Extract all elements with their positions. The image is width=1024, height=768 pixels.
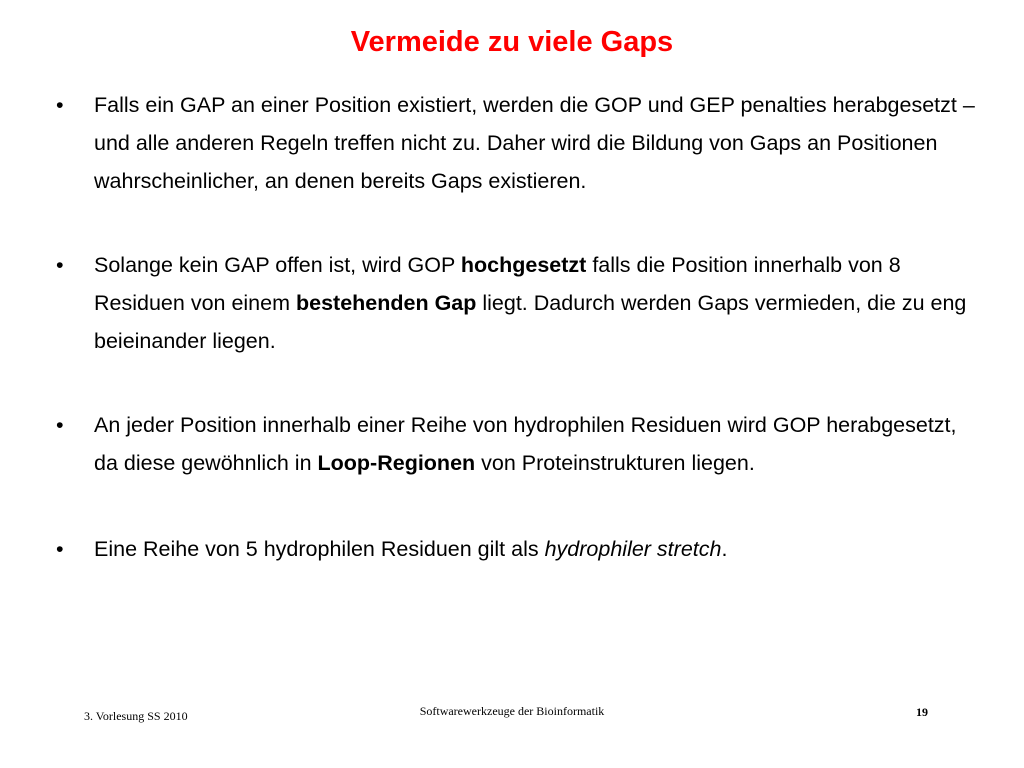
- bullet-marker: •: [56, 93, 64, 117]
- bullet-text: Falls ein GAP an einer Position existiert, werden die GOP und GEP penalties herabgesetzt – und alle anderen Regeln treffen nicht zu. Daher wird die Bildung von Gaps an Positionen wahrscheinlicher, an denen bereits Gaps existieren.: [94, 93, 975, 193]
- bullet-text: An jeder Position innerhalb einer Reihe von hydrophilen Residuen wird GOP herabgesetzt, da diese gewöhnlich in: [94, 413, 957, 475]
- slide-title: Vermeide zu viele Gaps: [350, 26, 674, 58]
- bullet-list: [56, 86, 976, 568]
- bullet-item-hydrophilic-residues: [56, 406, 976, 482]
- footer-page-number: 19: [916, 705, 928, 719]
- footer-course-title: Softwarewerkzeuge der Bioinformatik: [419, 704, 605, 718]
- bullet-text: Solange kein GAP offen ist, wird GOP: [94, 253, 461, 277]
- bullet-marker: •: [56, 253, 64, 277]
- bullet-marker: •: [56, 537, 64, 561]
- bullet-text: von Proteinstrukturen liegen.: [475, 451, 755, 475]
- bold-term-hochgesetzt: hochgesetzt: [460, 253, 587, 277]
- bullet-text: Eine Reihe von 5 hydrophilen Residuen gilt als: [94, 537, 545, 561]
- bullet-item-gap-exists: [56, 86, 976, 200]
- bullet-text: liegt. Dadurch werden Gaps vermieden, die zu eng beieinander liegen.: [94, 291, 967, 353]
- bullet-marker: •: [56, 413, 64, 437]
- italic-term-hydrophiler-stretch: hydrophiler stretch: [544, 537, 722, 561]
- bullet-item-hydrophilic-stretch: [56, 530, 976, 568]
- bullet-text: .: [721, 537, 728, 561]
- bold-term-loop-regionen: Loop-Regionen: [317, 451, 476, 475]
- footer-lecture: 3. Vorlesung SS 2010: [84, 709, 188, 723]
- bullet-item-no-gap-open: [56, 246, 976, 360]
- bold-term-bestehenden-gap: bestehenden Gap: [295, 291, 477, 315]
- bullet-text: falls die Position innerhalb von 8 Residuen von einem: [94, 253, 901, 315]
